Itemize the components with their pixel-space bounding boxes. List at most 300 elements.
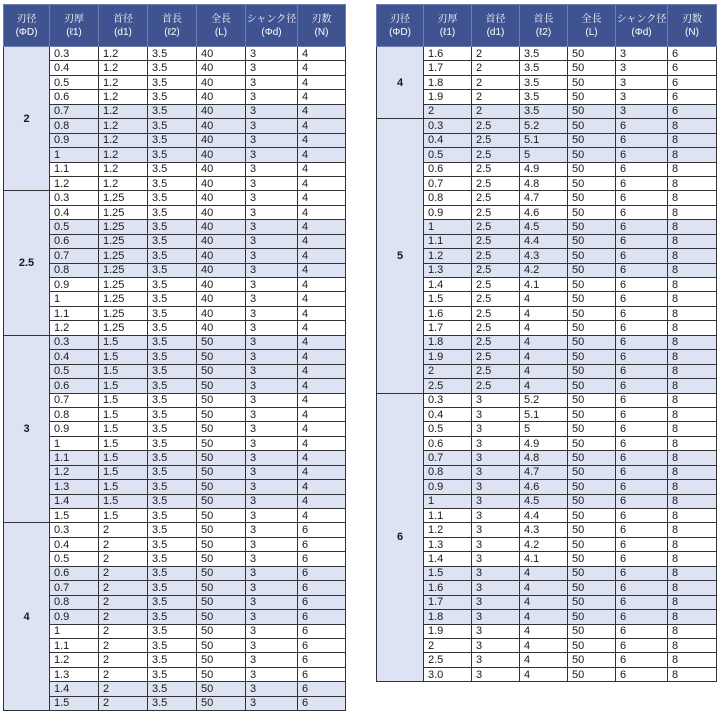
table-row	[377, 162, 717, 176]
overall-length-cell: 50	[197, 581, 246, 595]
table-row	[4, 422, 346, 436]
blade-thickness-cell: 2	[424, 364, 472, 378]
flute-count-cell: 8	[668, 552, 717, 566]
shank-diameter-cell: 6	[616, 624, 668, 638]
flute-count-cell: 6	[668, 47, 717, 61]
shank-diameter-cell: 3	[246, 610, 298, 624]
neck-diameter-cell: 3	[472, 509, 520, 523]
overall-length-cell: 40	[197, 162, 246, 176]
shank-diameter-cell: 3	[246, 47, 298, 61]
neck-diameter-cell: 2.5	[472, 148, 520, 162]
overall-length-cell: 50	[197, 422, 246, 436]
flute-count-cell: 4	[298, 393, 346, 407]
neck-diameter-cell: 1.2	[99, 176, 148, 190]
blade-thickness-cell: 1	[424, 220, 472, 234]
overall-length-cell: 50	[568, 263, 616, 277]
neck-diameter-cell: 2	[99, 537, 148, 551]
neck-length-cell: 4.4	[520, 234, 568, 248]
table-row	[4, 610, 346, 624]
overall-length-cell: 50	[568, 220, 616, 234]
shank-diameter-cell: 6	[616, 205, 668, 219]
neck-length-cell: 3.5	[520, 61, 568, 75]
neck-length-cell: 5	[520, 148, 568, 162]
neck-length-cell: 3.5	[148, 263, 197, 277]
table-row	[4, 364, 346, 378]
blade-thickness-cell: 0.3	[50, 191, 99, 205]
flute-count-cell: 4	[298, 162, 346, 176]
overall-length-cell: 50	[568, 278, 616, 292]
table-row	[377, 335, 717, 349]
shank-diameter-cell: 6	[616, 509, 668, 523]
overall-length-cell: 50	[568, 162, 616, 176]
shank-diameter-cell: 6	[616, 610, 668, 624]
table-row	[377, 263, 717, 277]
shank-diameter-cell: 3	[246, 104, 298, 118]
shank-diameter-cell: 6	[616, 263, 668, 277]
neck-diameter-cell: 3	[472, 407, 520, 421]
neck-diameter-cell: 3	[472, 523, 520, 537]
flute-count-cell: 4	[298, 249, 346, 263]
overall-length-cell: 50	[568, 494, 616, 508]
spec-table-left	[3, 4, 346, 711]
shank-diameter-cell: 6	[616, 335, 668, 349]
blade-thickness-cell: 1.2	[50, 176, 99, 190]
shank-diameter-cell: 6	[616, 350, 668, 364]
neck-length-cell: 3.5	[148, 148, 197, 162]
shank-diameter-cell: 3	[246, 509, 298, 523]
flute-count-cell: 8	[668, 234, 717, 248]
blade-thickness-cell: 3.0	[424, 667, 472, 681]
neck-length-cell: 4.1	[520, 552, 568, 566]
overall-length-cell: 50	[568, 653, 616, 667]
neck-length-cell: 4.2	[520, 537, 568, 551]
neck-diameter-cell: 2	[99, 667, 148, 681]
shank-diameter-cell: 6	[616, 523, 668, 537]
shank-diameter-cell: 3	[246, 133, 298, 147]
table-row	[4, 350, 346, 364]
shank-diameter-cell: 3	[246, 278, 298, 292]
blade-thickness-cell: 0.7	[50, 393, 99, 407]
shank-diameter-cell: 3	[246, 379, 298, 393]
neck-diameter-cell: 2	[99, 624, 148, 638]
neck-length-cell: 3.5	[148, 191, 197, 205]
table-row	[377, 595, 717, 609]
neck-diameter-cell: 1.5	[99, 422, 148, 436]
neck-length-cell: 4	[520, 610, 568, 624]
table-row	[4, 523, 346, 537]
table-row	[4, 306, 346, 320]
blade-thickness-cell: 0.6	[424, 436, 472, 450]
flute-count-cell: 4	[298, 422, 346, 436]
flute-count-cell: 8	[668, 335, 717, 349]
table-row	[4, 104, 346, 118]
shank-diameter-cell: 3	[246, 667, 298, 681]
neck-diameter-cell: 2.5	[472, 278, 520, 292]
table-row	[377, 537, 717, 551]
table-row	[377, 364, 717, 378]
flute-count-cell: 6	[298, 537, 346, 551]
shank-diameter-cell: 3	[246, 191, 298, 205]
overall-length-cell: 50	[197, 480, 246, 494]
flute-count-cell: 8	[668, 350, 717, 364]
shank-diameter-cell: 6	[616, 494, 668, 508]
header-neck-length: 首長 (ℓ2)	[148, 5, 197, 47]
flute-count-cell: 4	[298, 480, 346, 494]
neck-diameter-cell: 3	[472, 581, 520, 595]
overall-length-cell: 40	[197, 148, 246, 162]
neck-diameter-cell: 1.2	[99, 162, 148, 176]
overall-length-cell: 50	[568, 249, 616, 263]
blade-diameter-cell: 2.5	[4, 191, 50, 335]
flute-count-cell: 4	[298, 292, 346, 306]
shank-diameter-cell: 6	[616, 595, 668, 609]
blade-thickness-cell: 1.1	[424, 509, 472, 523]
flute-count-cell: 8	[668, 321, 717, 335]
header-blade-diameter: 刃径 (ΦD)	[377, 5, 424, 47]
blade-thickness-cell: 0.3	[50, 47, 99, 61]
table-row	[4, 653, 346, 667]
overall-length-cell: 50	[197, 552, 246, 566]
neck-length-cell: 4.8	[520, 176, 568, 190]
neck-diameter-cell: 3	[472, 393, 520, 407]
table-row	[377, 176, 717, 190]
shank-diameter-cell: 3	[246, 61, 298, 75]
shank-diameter-cell: 3	[246, 638, 298, 652]
neck-diameter-cell: 1.2	[99, 119, 148, 133]
shank-diameter-cell: 6	[616, 422, 668, 436]
flute-count-cell: 8	[668, 436, 717, 450]
shank-diameter-cell: 3	[246, 566, 298, 580]
neck-length-cell: 4.7	[520, 191, 568, 205]
blade-thickness-cell: 1.4	[50, 682, 99, 696]
blade-diameter-cell: 4	[4, 523, 50, 711]
table-row	[377, 523, 717, 537]
overall-length-cell: 50	[197, 393, 246, 407]
shank-diameter-cell: 6	[616, 638, 668, 652]
blade-thickness-cell: 0.3	[50, 523, 99, 537]
table-row	[4, 61, 346, 75]
overall-length-cell: 50	[568, 537, 616, 551]
overall-length-cell: 50	[568, 595, 616, 609]
overall-length-cell: 40	[197, 47, 246, 61]
neck-diameter-cell: 2	[99, 595, 148, 609]
neck-diameter-cell: 3	[472, 451, 520, 465]
neck-diameter-cell: 2.5	[472, 350, 520, 364]
flute-count-cell: 4	[298, 407, 346, 421]
neck-length-cell: 3.5	[148, 494, 197, 508]
shank-diameter-cell: 6	[616, 393, 668, 407]
neck-diameter-cell: 1.25	[99, 191, 148, 205]
neck-diameter-cell: 1.2	[99, 148, 148, 162]
blade-thickness-cell: 1.3	[50, 480, 99, 494]
neck-diameter-cell: 1.25	[99, 278, 148, 292]
shank-diameter-cell: 6	[616, 364, 668, 378]
blade-thickness-cell: 0.7	[424, 176, 472, 190]
header-row	[377, 5, 717, 47]
header-neck-diameter: 首径 (d1)	[472, 5, 520, 47]
shank-diameter-cell: 3	[246, 263, 298, 277]
neck-length-cell: 3.5	[148, 451, 197, 465]
neck-length-cell: 4.2	[520, 263, 568, 277]
shank-diameter-cell: 3	[246, 306, 298, 320]
blade-thickness-cell: 1.4	[424, 278, 472, 292]
blade-thickness-cell: 1.5	[424, 292, 472, 306]
neck-diameter-cell: 1.25	[99, 205, 148, 219]
neck-length-cell: 3.5	[148, 696, 197, 710]
flute-count-cell: 6	[298, 610, 346, 624]
shank-diameter-cell: 6	[616, 249, 668, 263]
blade-thickness-cell: 0.8	[50, 119, 99, 133]
neck-length-cell: 3.5	[148, 552, 197, 566]
neck-length-cell: 4	[520, 566, 568, 580]
table-row	[377, 205, 717, 219]
flute-count-cell: 6	[298, 523, 346, 537]
blade-thickness-cell: 1.9	[424, 624, 472, 638]
neck-diameter-cell: 2	[472, 104, 520, 118]
neck-diameter-cell: 2.5	[472, 220, 520, 234]
neck-diameter-cell: 1.5	[99, 379, 148, 393]
shank-diameter-cell: 3	[246, 249, 298, 263]
neck-diameter-cell: 2.5	[472, 263, 520, 277]
neck-length-cell: 3.5	[148, 407, 197, 421]
neck-length-cell: 4	[520, 667, 568, 681]
table-row	[4, 176, 346, 190]
flute-count-cell: 4	[298, 263, 346, 277]
table-row	[377, 465, 717, 479]
table-row	[377, 422, 717, 436]
overall-length-cell: 50	[197, 667, 246, 681]
table-row	[377, 47, 717, 61]
blade-thickness-cell: 1	[50, 148, 99, 162]
overall-length-cell: 50	[568, 436, 616, 450]
shank-diameter-cell: 6	[616, 653, 668, 667]
overall-length-cell: 50	[197, 451, 246, 465]
neck-length-cell: 3.5	[148, 595, 197, 609]
neck-length-cell: 3.5	[520, 75, 568, 89]
blade-thickness-cell: 1.3	[50, 667, 99, 681]
blade-thickness-cell: 1.7	[424, 595, 472, 609]
flute-count-cell: 6	[298, 638, 346, 652]
neck-length-cell: 3.5	[148, 393, 197, 407]
shank-diameter-cell: 3	[246, 595, 298, 609]
blade-thickness-cell: 0.8	[50, 263, 99, 277]
overall-length-cell: 50	[197, 537, 246, 551]
neck-diameter-cell: 1.2	[99, 75, 148, 89]
neck-diameter-cell: 2	[99, 653, 148, 667]
table-row	[377, 379, 717, 393]
neck-length-cell: 4.5	[520, 494, 568, 508]
flute-count-cell: 8	[668, 407, 717, 421]
neck-length-cell: 4	[520, 581, 568, 595]
table-row	[4, 581, 346, 595]
shank-diameter-cell: 6	[616, 465, 668, 479]
neck-length-cell: 3.5	[148, 47, 197, 61]
blade-thickness-cell: 0.9	[424, 205, 472, 219]
neck-length-cell: 4	[520, 624, 568, 638]
blade-thickness-cell: 0.5	[50, 220, 99, 234]
neck-length-cell: 3.5	[148, 292, 197, 306]
table-row	[4, 119, 346, 133]
neck-diameter-cell: 2	[472, 90, 520, 104]
neck-diameter-cell: 3	[472, 624, 520, 638]
shank-diameter-cell: 6	[616, 537, 668, 551]
flute-count-cell: 6	[668, 104, 717, 118]
neck-length-cell: 3.5	[148, 581, 197, 595]
neck-diameter-cell: 1.25	[99, 263, 148, 277]
shank-diameter-cell: 6	[616, 552, 668, 566]
blade-thickness-cell: 0.7	[424, 451, 472, 465]
overall-length-cell: 50	[568, 581, 616, 595]
flute-count-cell: 4	[298, 133, 346, 147]
overall-length-cell: 50	[568, 638, 616, 652]
overall-length-cell: 40	[197, 75, 246, 89]
neck-length-cell: 5	[520, 422, 568, 436]
overall-length-cell: 50	[568, 465, 616, 479]
neck-length-cell: 4	[520, 350, 568, 364]
table-row	[377, 278, 717, 292]
flute-count-cell: 8	[668, 494, 717, 508]
flute-count-cell: 8	[668, 205, 717, 219]
table-row	[4, 393, 346, 407]
neck-diameter-cell: 1.5	[99, 335, 148, 349]
flute-count-cell: 6	[298, 667, 346, 681]
neck-diameter-cell: 1.5	[99, 494, 148, 508]
overall-length-cell: 50	[568, 148, 616, 162]
neck-diameter-cell: 1.25	[99, 292, 148, 306]
blade-thickness-cell: 1.7	[424, 61, 472, 75]
flute-count-cell: 6	[298, 581, 346, 595]
table-row	[4, 537, 346, 551]
neck-length-cell: 5.1	[520, 407, 568, 421]
blade-diameter-cell: 5	[377, 119, 424, 393]
neck-length-cell: 3.5	[148, 205, 197, 219]
overall-length-cell: 50	[568, 47, 616, 61]
neck-length-cell: 4	[520, 595, 568, 609]
shank-diameter-cell: 6	[616, 292, 668, 306]
flute-count-cell: 4	[298, 191, 346, 205]
flute-count-cell: 4	[298, 494, 346, 508]
overall-length-cell: 50	[197, 682, 246, 696]
neck-diameter-cell: 2.5	[472, 249, 520, 263]
flute-count-cell: 8	[668, 162, 717, 176]
neck-length-cell: 3.5	[520, 104, 568, 118]
overall-length-cell: 50	[197, 335, 246, 349]
neck-diameter-cell: 3	[472, 638, 520, 652]
overall-length-cell: 50	[197, 436, 246, 450]
overall-length-cell: 40	[197, 220, 246, 234]
table-row	[377, 249, 717, 263]
shank-diameter-cell: 3	[246, 350, 298, 364]
neck-length-cell: 3.5	[148, 249, 197, 263]
neck-length-cell: 4.9	[520, 436, 568, 450]
table-row	[377, 61, 717, 75]
overall-length-cell: 50	[568, 191, 616, 205]
table-row	[377, 350, 717, 364]
shank-diameter-cell: 3	[616, 75, 668, 89]
blade-diameter-cell: 4	[377, 47, 424, 119]
neck-length-cell: 3.5	[148, 379, 197, 393]
table-row	[4, 509, 346, 523]
blade-thickness-cell: 0.8	[50, 407, 99, 421]
flute-count-cell: 6	[298, 552, 346, 566]
overall-length-cell: 50	[568, 624, 616, 638]
blade-thickness-cell: 2.5	[424, 379, 472, 393]
neck-diameter-cell: 2.5	[472, 176, 520, 190]
overall-length-cell: 50	[568, 451, 616, 465]
blade-thickness-cell: 1.4	[424, 552, 472, 566]
shank-diameter-cell: 3	[246, 480, 298, 494]
flute-count-cell: 8	[668, 306, 717, 320]
neck-diameter-cell: 1.5	[99, 407, 148, 421]
overall-length-cell: 50	[197, 350, 246, 364]
blade-thickness-cell: 0.8	[424, 191, 472, 205]
neck-diameter-cell: 2.5	[472, 133, 520, 147]
shank-diameter-cell: 6	[616, 379, 668, 393]
blade-thickness-cell: 0.9	[424, 480, 472, 494]
overall-length-cell: 40	[197, 104, 246, 118]
header-flute-count: 刃数 (N)	[298, 5, 346, 47]
neck-length-cell: 3.5	[148, 162, 197, 176]
neck-length-cell: 3.5	[520, 47, 568, 61]
header-neck-length: 首長 (ℓ2)	[520, 5, 568, 47]
overall-length-cell: 40	[197, 191, 246, 205]
table-row	[377, 306, 717, 320]
table-row	[4, 494, 346, 508]
neck-length-cell: 3.5	[148, 480, 197, 494]
blade-thickness-cell: 0.4	[424, 407, 472, 421]
flute-count-cell: 8	[668, 638, 717, 652]
blade-thickness-cell: 0.3	[424, 393, 472, 407]
blade-thickness-cell: 0.9	[50, 610, 99, 624]
neck-length-cell: 3.5	[148, 220, 197, 234]
neck-diameter-cell: 1.2	[99, 133, 148, 147]
table-row	[4, 595, 346, 609]
neck-diameter-cell: 3	[472, 610, 520, 624]
neck-length-cell: 3.5	[148, 335, 197, 349]
flute-count-cell: 6	[668, 90, 717, 104]
shank-diameter-cell: 6	[616, 451, 668, 465]
neck-diameter-cell: 3	[472, 653, 520, 667]
shank-diameter-cell: 3	[246, 393, 298, 407]
neck-diameter-cell: 1.2	[99, 47, 148, 61]
shank-diameter-cell: 6	[616, 436, 668, 450]
table-row	[377, 191, 717, 205]
overall-length-cell: 40	[197, 205, 246, 219]
neck-length-cell: 3.5	[148, 306, 197, 320]
neck-diameter-cell: 2.5	[472, 119, 520, 133]
blade-diameter-cell: 6	[377, 393, 424, 682]
neck-diameter-cell: 2.5	[472, 335, 520, 349]
flute-count-cell: 8	[668, 566, 717, 580]
neck-diameter-cell: 2	[99, 696, 148, 710]
shank-diameter-cell: 6	[616, 306, 668, 320]
overall-length-cell: 50	[568, 364, 616, 378]
flute-count-cell: 4	[298, 148, 346, 162]
table-row	[4, 667, 346, 681]
neck-length-cell: 4.8	[520, 451, 568, 465]
blade-thickness-cell: 0.4	[50, 537, 99, 551]
flute-count-cell: 8	[668, 653, 717, 667]
overall-length-cell: 50	[197, 610, 246, 624]
overall-length-cell: 40	[197, 249, 246, 263]
neck-length-cell: 3.5	[148, 321, 197, 335]
blade-thickness-cell: 0.5	[424, 422, 472, 436]
table-row	[377, 234, 717, 248]
overall-length-cell: 50	[568, 509, 616, 523]
table-row	[4, 263, 346, 277]
table-row	[4, 278, 346, 292]
neck-diameter-cell: 3	[472, 480, 520, 494]
